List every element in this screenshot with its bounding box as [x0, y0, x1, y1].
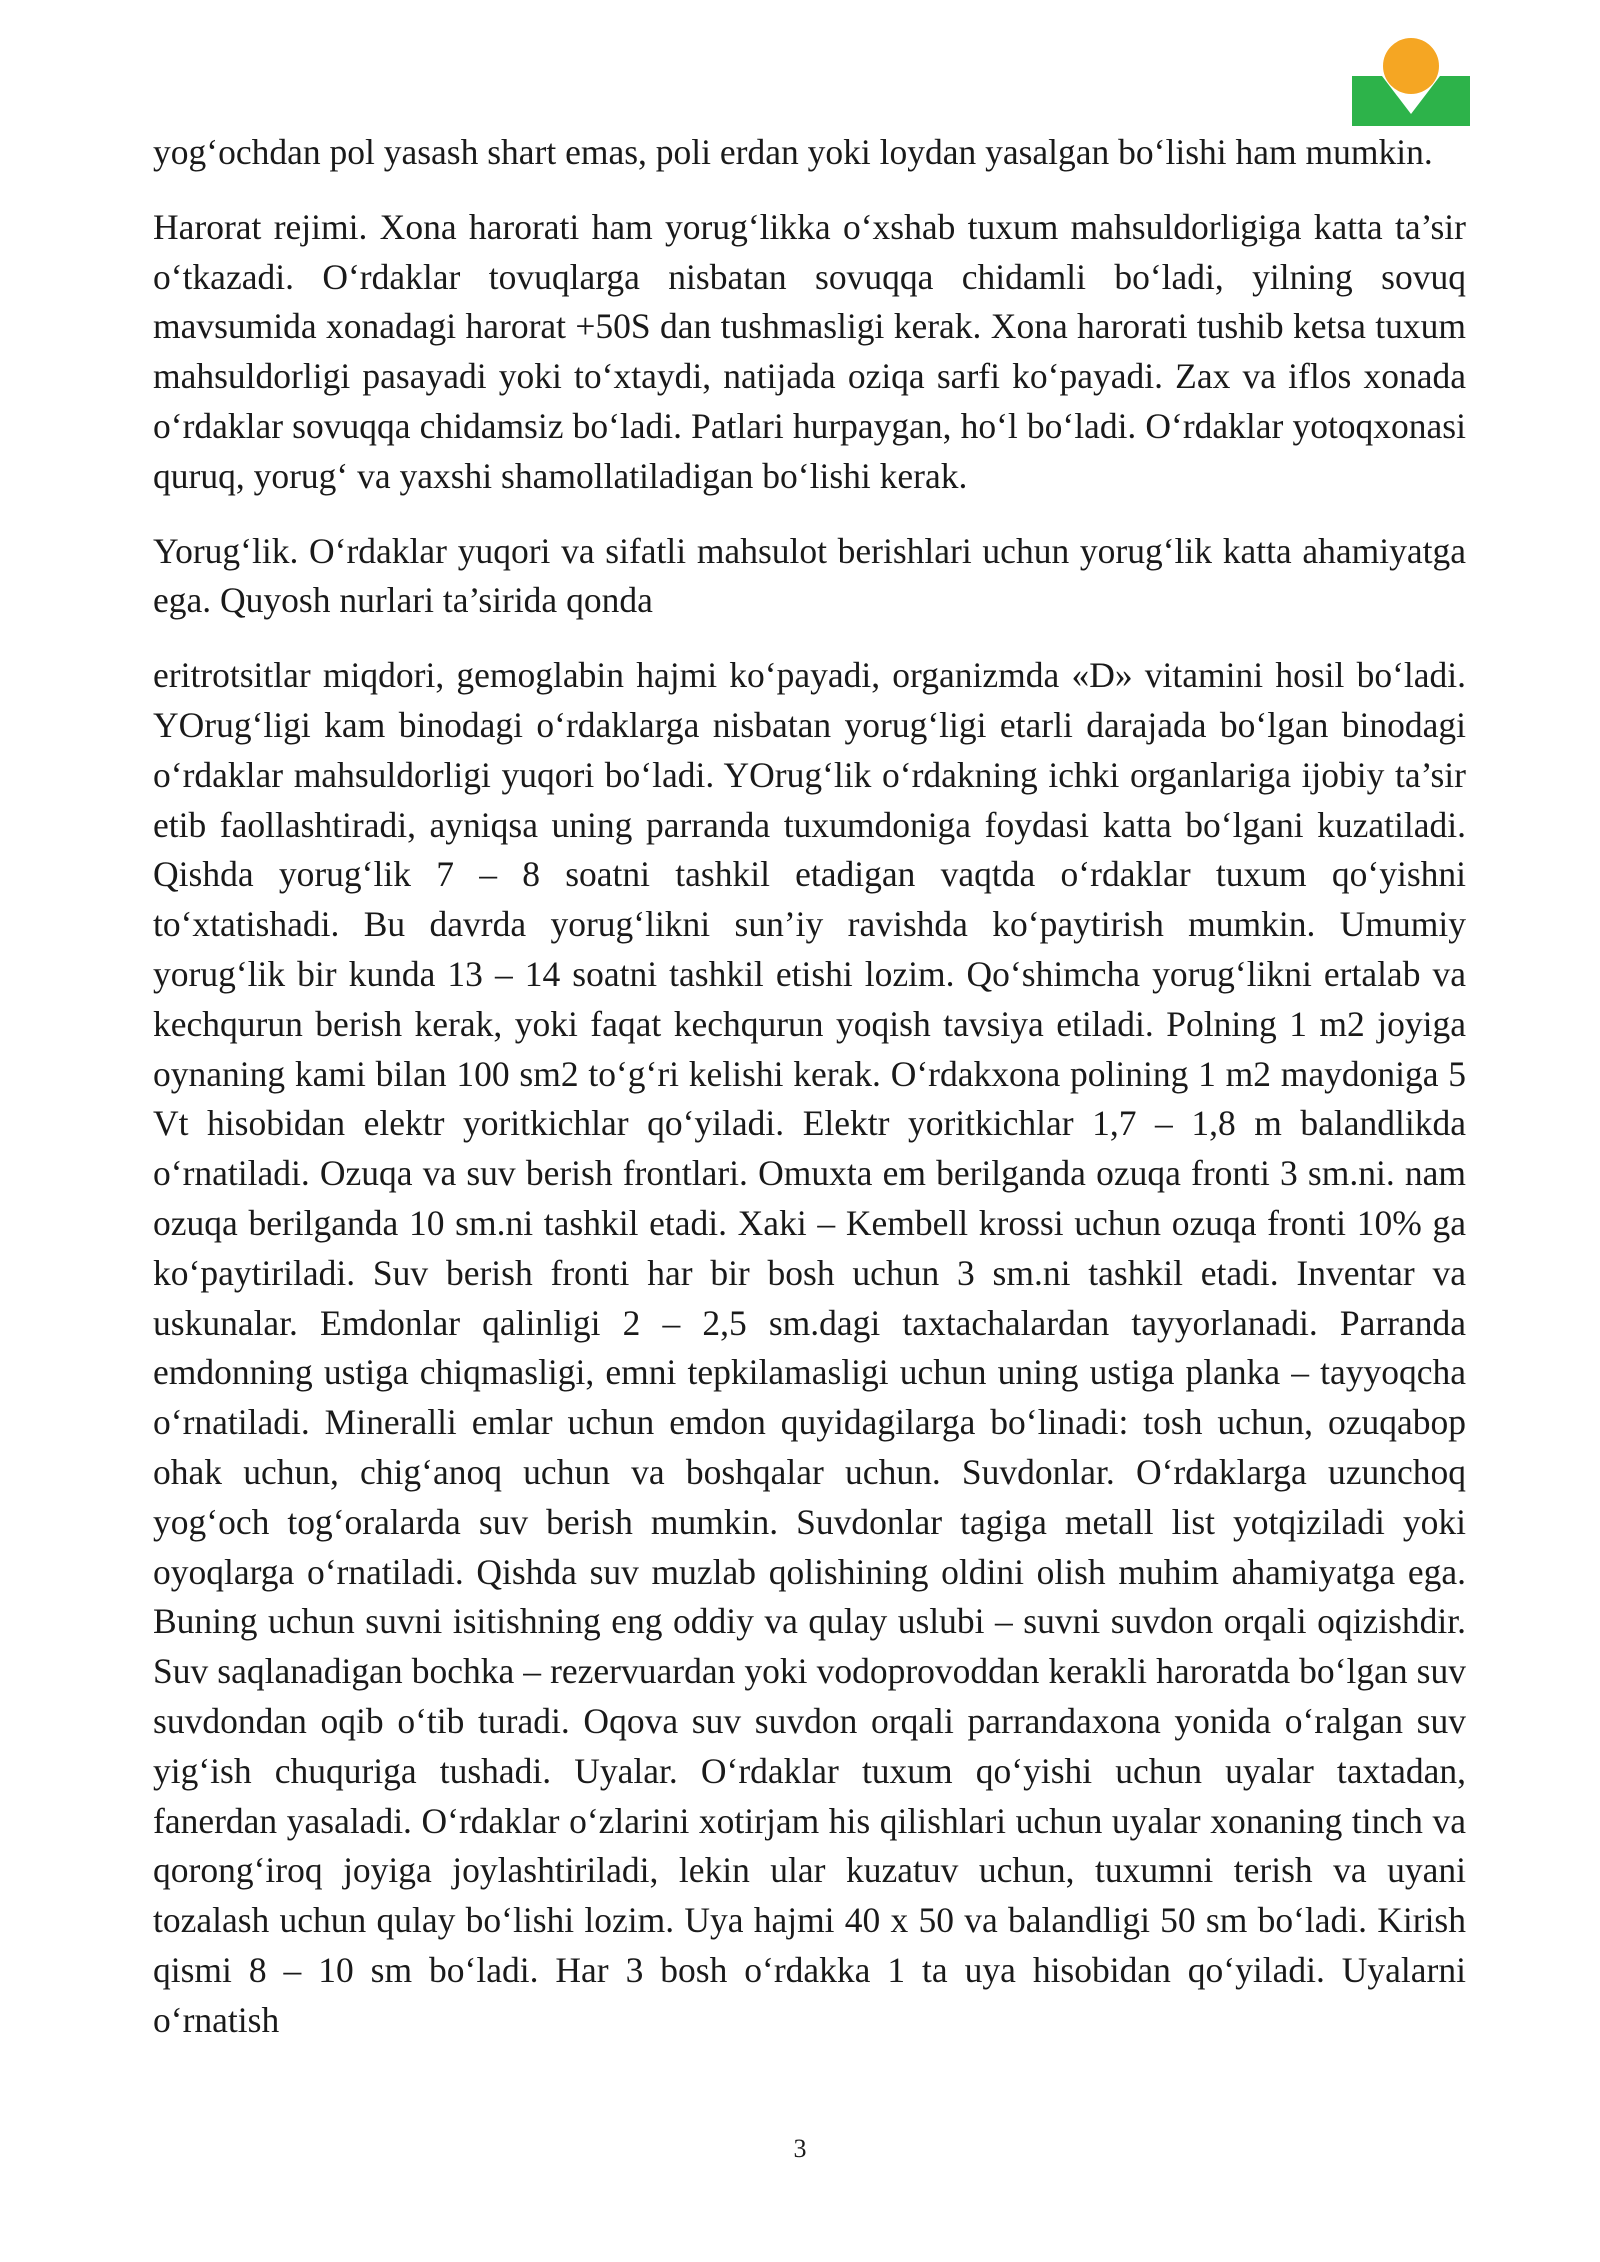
paragraph-light-intro: Yorug‘lik. O‘rdaklar yuqori va sifatli mahsulot berishlari uchun yorug‘lik katta ahamiyatga ega. Quyosh nurlari ta’sirida qonda: [153, 530, 1466, 621]
document-body: [153, 128, 1466, 2070]
logo-icon: [1352, 36, 1470, 128]
paragraph-temperature: Harorat rejimi. Xona harorati ham yorug‘likka o‘xshab tuxum mahsuldorligiga katta ta’sir o‘tkazadi. O‘rdaklar tovuqlarga nisbatan sovuqqa chidamli bo‘ladi, yilning sovuq mavsumida xonadagi harorat +50S dan tushmasligi kerak. Xona harorati tushib ketsa tuxum mahsuldorligi pasayadi yoki to‘xtaydi, natijada oziqa sarfi ko‘payadi. Zax va iflos xonada o‘rdaklar sovuqqa chidamsiz bo‘ladi. Patlari hurpaygan, ho‘l bo‘ladi. O‘rdaklar yotoqxonasi quruq, yorug‘ va yaxshi shamollatiladigan bo‘lishi kerak.: [153, 206, 1466, 496]
paragraph-floor: yog‘ochdan pol yasash shart emas, poli erdan yoki loydan yasalgan bo‘lishi ham mumkin.: [153, 132, 1433, 172]
paragraph-light-details: eritrotsitlar miqdori, gemoglabin hajmi ko‘payadi, organizmda «D» vitamini hosil bo‘ladi. YOrug‘ligi kam binodagi o‘rdaklarga nisbatan yorug‘ligi etarli darajada bo‘lgan binodagi o‘rdaklar mahsuldorligi yuqori bo‘ladi. YOrug‘lik o‘rdakning ichki organlariga ijobiy ta’sir etib faollashtiradi, ayniqsa uning parranda tuxumdoniga foydasi katta bo‘lgani kuzatiladi. Qishda yorug‘lik 7 – 8 soatni tashkil etadigan vaqtda o‘rdaklar tuxum qo‘yishni to‘xtatishadi. Bu davrda yorug‘likni sun’iy ravishda ko‘paytirish mumkin. Umumiy yorug‘lik bir kunda 13 – 14 soatni tashkil etishi lozim. Qo‘shimcha yorug‘likni ertalab va kechqurun berish kerak, yoki faqat kechqurun yoqish tavsiya etiladi. Polning 1 m2 joyiga oynaning kami bilan 100 sm2 to‘g‘ri kelishi kerak. O‘rdakxona polining 1 m2 maydoniga 5 Vt hisobidan elektr yoritkichlar qo‘yiladi. Elektr yoritkichlar 1,7 – 1,8 m balandlikda o‘rnatiladi. Ozuqa va suv berish frontlari. Omuxta em berilganda ozuqa fronti 3 sm.ni. nam ozuqa berilganda 10 sm.ni tashkil etadi. Xaki – Kembell krossi uchun ozuqa fronti 10% ga ko‘paytiriladi. Suv berish fronti har bir bosh uchun 3 sm.ni tashkil etadi. Inventar va uskunalar. Emdonlar qalinligi 2 – 2,5 sm.dagi taxtachalardan tayyorlanadi. Parranda emdonning ustiga chiqmasligi, emni tepkilamasligi uchun uning ustiga planka – tayyoqcha o‘rnatiladi. Mineralli emlar uchun emdon quyidagilarga bo‘linadi: tosh uchun, ozuqabop ohak uchun, chig‘anoq uchun va boshqalar uchun. Suvdonlar. O‘rdaklarga uzunchoq yog‘och tog‘oralarda suv berish mumkin. Suvdonlar tagiga metall list yotqiziladi yoki oyoqlarga o‘rnatiladi. Qishda suv muzlab qolishining oldini olish muhim ahamiyatga ega. Buning uchun suvni isitishning eng oddiy va qulay uslubi – suvni suvdon orqali oqizishdir. Suv saqlanadigan bochka – rezervuardan yoki vodoprovoddan kerakli haroratda bo‘lgan suv suvdondan oqib o‘tib turadi. Oqova suv suvdon orqali parrandaxona yonida o‘ralgan suv yig‘ish chuquriga tushadi. Uyalar. O‘rdaklar tuxum qo‘yishi uchun uyalar taxtadan, fanerdan yasaladi. O‘rdaklar o‘zlarini xotirjam his qilishlari uchun uyalar xonaning tinch va qorong‘iroq joyiga joylashtiriladi, lekin ular kuzatuv uchun, tuxumni terish va uyani tozalash uchun qulay bo‘lishi lozim. Uya hajmi 40 x 50 va balandligi 50 sm bo‘ladi. Kirish qismi 8 – 10 sm bo‘ladi. Har 3 bosh o‘rdakka 1 ta uya hisobidan qo‘yiladi. Uyalarni o‘rnatish: [153, 655, 1466, 2040]
page-number: 3: [793, 2134, 807, 2163]
publisher-logo: [1352, 36, 1470, 128]
